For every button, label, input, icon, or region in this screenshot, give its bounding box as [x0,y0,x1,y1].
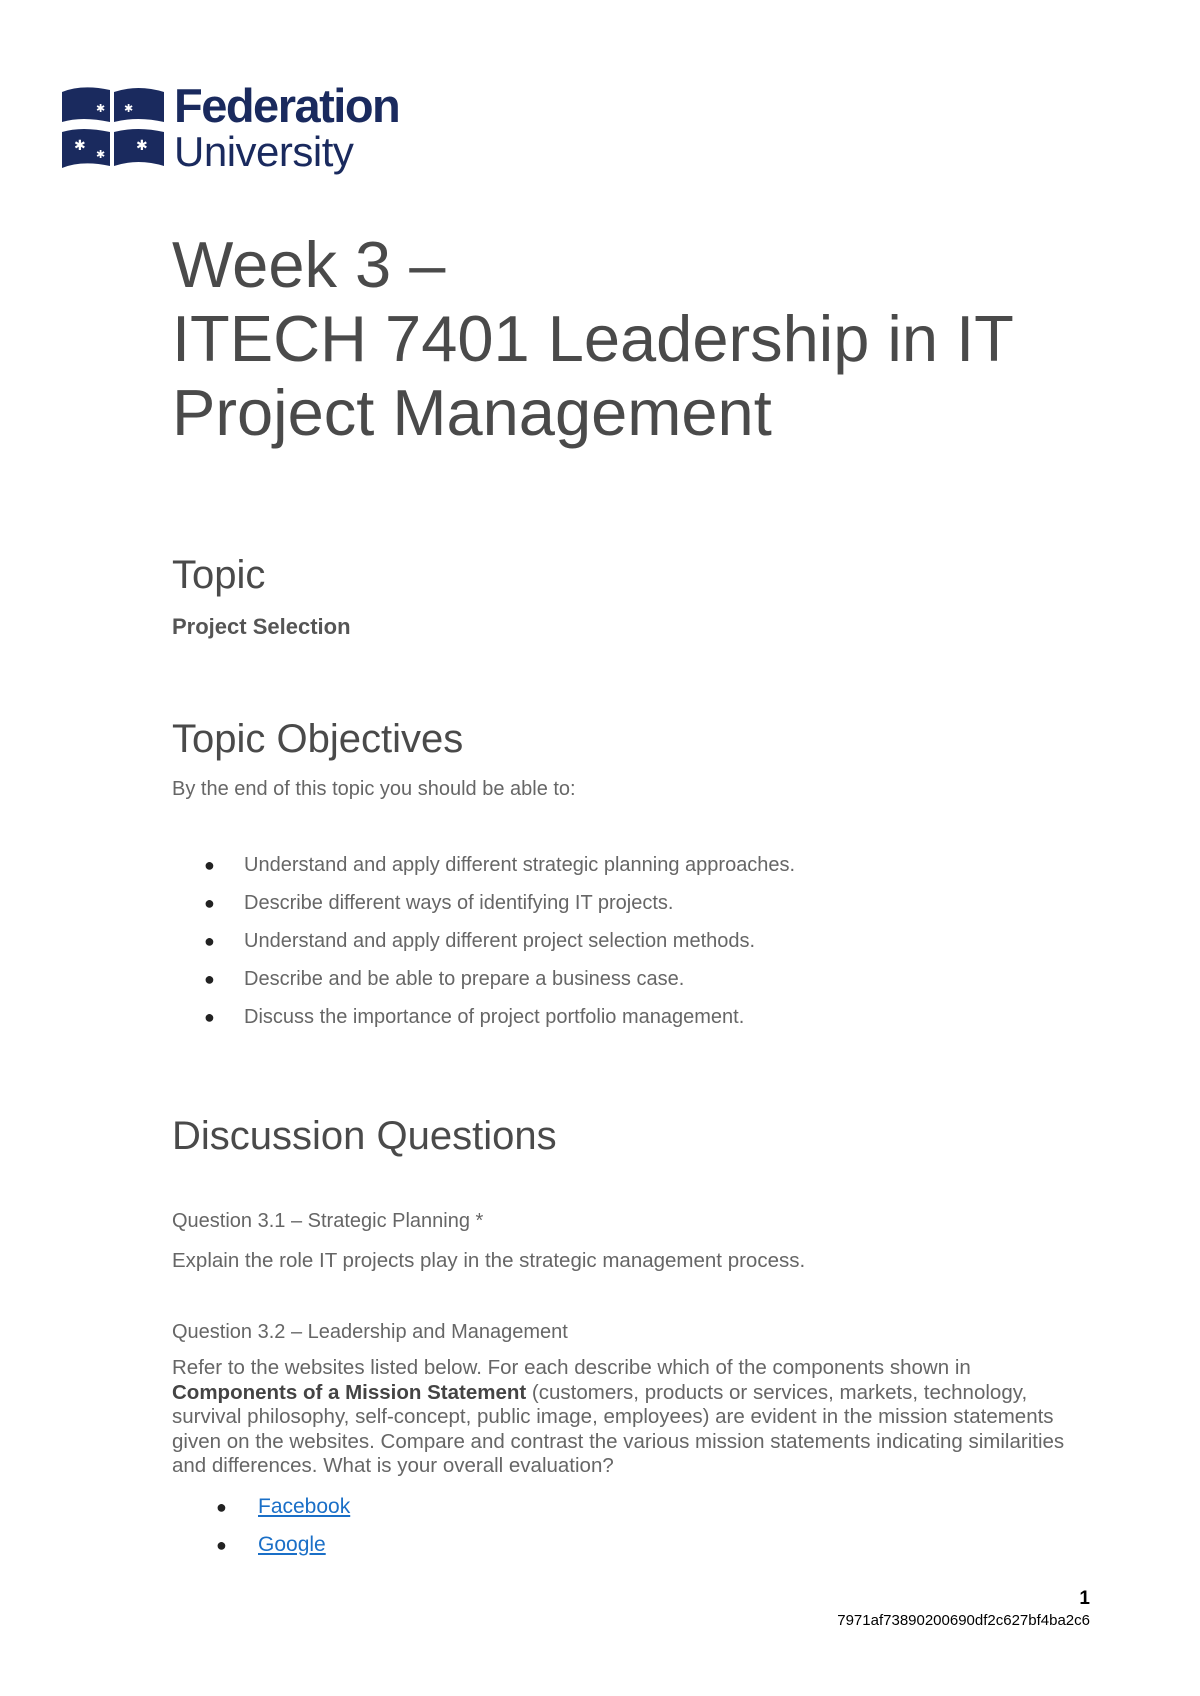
topic-value: Project Selection [172,614,351,639]
objective-item [172,960,795,998]
topic-heading: Topic [172,553,266,597]
objective-text: Discuss the importance of project portfolio management. [244,1006,745,1028]
question-2-title: Question 3.2 – Leadership and Management [172,1321,568,1343]
objective-item [172,884,795,922]
svg-text:✱: ✱ [124,102,134,115]
list-item [172,1488,350,1526]
logo-wordmark-federation: Federation [174,79,400,132]
question-1-text: Explain the role IT projects play in the strategic management process. [172,1249,806,1272]
objective-text: Understand and apply different strategic planning approaches. [244,854,796,876]
facebook-link[interactable]: Facebook [258,1495,351,1518]
title-line-1: Week 3 – [172,228,446,301]
objective-text: Describe different ways of identifying IT projects. [244,892,674,914]
logo-wordmark-university: University [174,128,354,175]
objective-text: Understand and apply different project selection methods. [244,930,756,952]
bullet-icon: ● [216,1535,227,1555]
objectives-intro: By the end of this topic you should be able to: [172,778,576,800]
bullet-icon: ● [204,1007,215,1027]
bullet-icon: ● [204,893,215,913]
bullet-icon: ● [204,969,215,989]
federation-university-logo [60,79,420,182]
title-line-3: Project Management [172,376,772,449]
svg-text:✱: ✱ [96,102,106,115]
objective-item [172,922,795,960]
title-line-2: ITECH 7401 Leadership in IT [172,302,1014,375]
svg-text:✱: ✱ [136,138,148,154]
question-1-title: Question 3.1 – Strategic Planning * [172,1210,484,1232]
svg-text:✱: ✱ [96,148,106,161]
bullet-icon: ● [216,1497,227,1517]
mission-components-bold: Components of a Mission Statement [172,1380,527,1404]
bullet-icon: ● [204,855,215,875]
flag-logo-icon [60,86,166,172]
objective-item [172,998,795,1036]
website-links-list [172,1488,350,1564]
question-2-text [172,1356,1102,1479]
document-hash: 7971af73890200690df2c627bf4ba2c6 [837,1612,1090,1629]
discussion-heading: Discussion Questions [172,1114,557,1158]
objectives-list [172,846,795,1036]
google-link[interactable]: Google [258,1533,326,1556]
bullet-icon: ● [204,931,215,951]
page-number: 1 [1079,1588,1090,1609]
page-title [172,228,1014,450]
objective-text: Describe and be able to prepare a business case. [244,968,685,990]
question-2-text-body: (customers, products or services, markets, technology, survival philosophy, self-concept, public image, employees) are evident in the mission statements given on the websites. Compare and contrast the various mission statements indicating similarities and differences. What is your overall evaluation? [172,1380,1065,1477]
svg-text:✱: ✱ [74,138,86,154]
objectives-heading: Topic Objectives [172,717,464,761]
list-item [172,1526,350,1564]
question-2-text-intro: Refer to the websites listed below. For each describe which of the components shown in [172,1356,971,1379]
objective-item [172,846,795,884]
